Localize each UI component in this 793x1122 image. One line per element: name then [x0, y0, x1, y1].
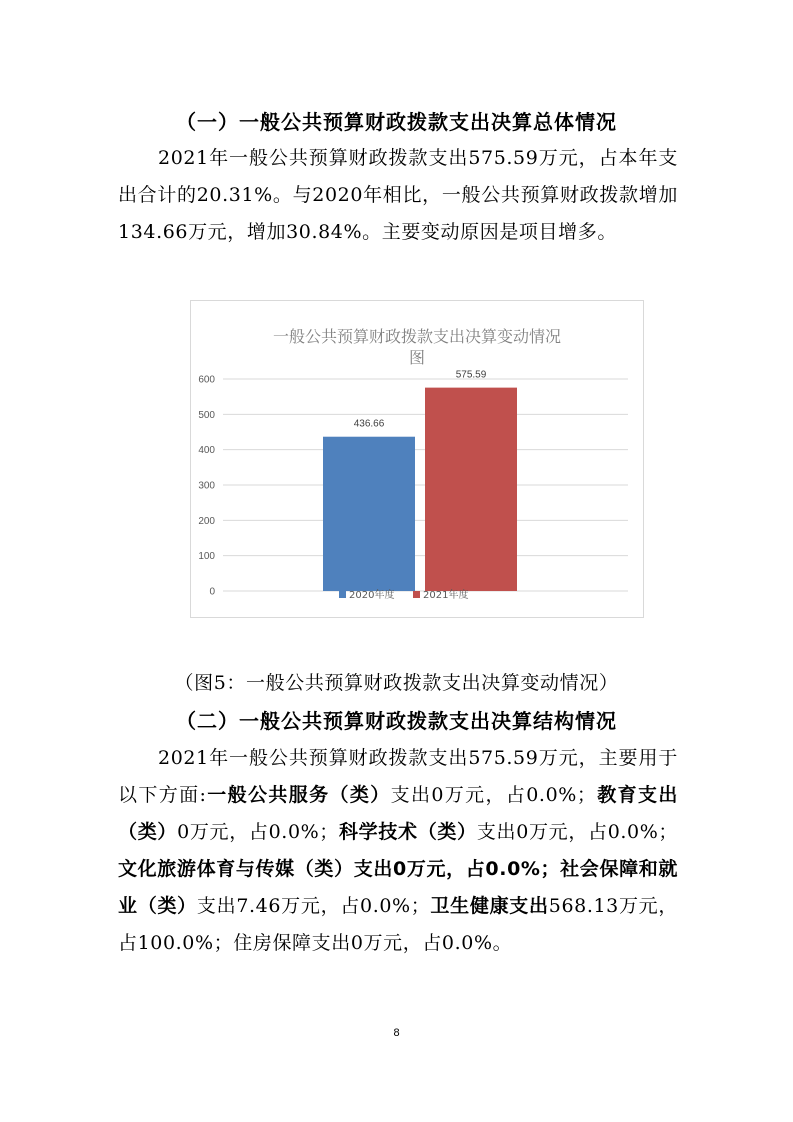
chart-title-line-1: 一般公共预算财政拨款支出决算变动情况 [272, 327, 562, 346]
data-label-2020年度: 436.66 [353, 418, 385, 430]
figure-caption: （图5：一般公共预算财政拨款支出决算变动情况） [174, 672, 619, 694]
chart-canvas [191, 301, 643, 617]
chart-title-line-2: 图 [408, 348, 426, 367]
y-tick-label-0: 0 [209, 586, 215, 598]
y-tick-label-200: 200 [198, 515, 215, 527]
legend-swatch-2020年度 [339, 591, 346, 598]
bar-2021年度 [425, 388, 517, 591]
intro-text: 2021年一般公共预算财政拨款支出575.59万元，主要用于以下方面: [118, 747, 678, 806]
section-1-paragraph: 2021年一般公共预算财政拨款支出575.59万元，占本年支出合计的20.31%。与2020年相比，一般公共预算财政拨款增加134.66万元，增加30.84%。主要变动原因是项目增多。 [118, 147, 678, 243]
item-education: 教育支出（类） [118, 784, 679, 843]
item-social-security-employment: 社会保障和就业（类） [118, 858, 678, 917]
y-tick-label-500: 500 [198, 409, 215, 421]
item-general-public-services-value: 支出0万元，占0.0%； [390, 784, 597, 806]
section-2-paragraph [118, 740, 678, 962]
item-general-public-services: 一般公共服务（类） [206, 784, 391, 806]
item-social-security-employment-value: 支出7.46万元，占0.0%； [196, 895, 431, 917]
item-health: 卫生健康支出 [430, 895, 549, 917]
item-science-technology: 科学技术（类） [338, 821, 477, 843]
item-culture-tourism-sports-media: 文化旅游体育与传媒（类）支出0万元，占0.0%； [118, 858, 561, 880]
page-number: 8 [393, 1027, 400, 1039]
bar-chart [190, 300, 644, 618]
section-1-heading: （一）一般公共预算财政拨款支出决算总体情况 [176, 110, 617, 134]
legend-swatch-2021年度 [413, 591, 420, 598]
legend-label-2021年度: 2021年度 [423, 590, 469, 601]
chart-bars [323, 388, 517, 591]
legend-label-2020年度: 2020年度 [349, 590, 395, 601]
item-education-value: 0万元，占0.0%； [177, 821, 339, 843]
section-2-heading: （二）一般公共预算财政拨款支出决算结构情况 [176, 709, 617, 733]
y-tick-label-300: 300 [198, 480, 215, 492]
y-tick-label-100: 100 [198, 551, 215, 563]
y-axis-ticks [198, 375, 215, 598]
item-science-technology-value: 支出0万元，占0.0%； [476, 821, 678, 843]
y-tick-label-600: 600 [198, 374, 215, 386]
data-label-2021年度: 575.59 [455, 369, 487, 381]
y-tick-label-400: 400 [198, 445, 215, 457]
bar-2020年度 [323, 437, 415, 591]
item-health-value: 568.13万元，占100.0%；住房保障支出0万元，占0.0%。 [118, 895, 679, 954]
